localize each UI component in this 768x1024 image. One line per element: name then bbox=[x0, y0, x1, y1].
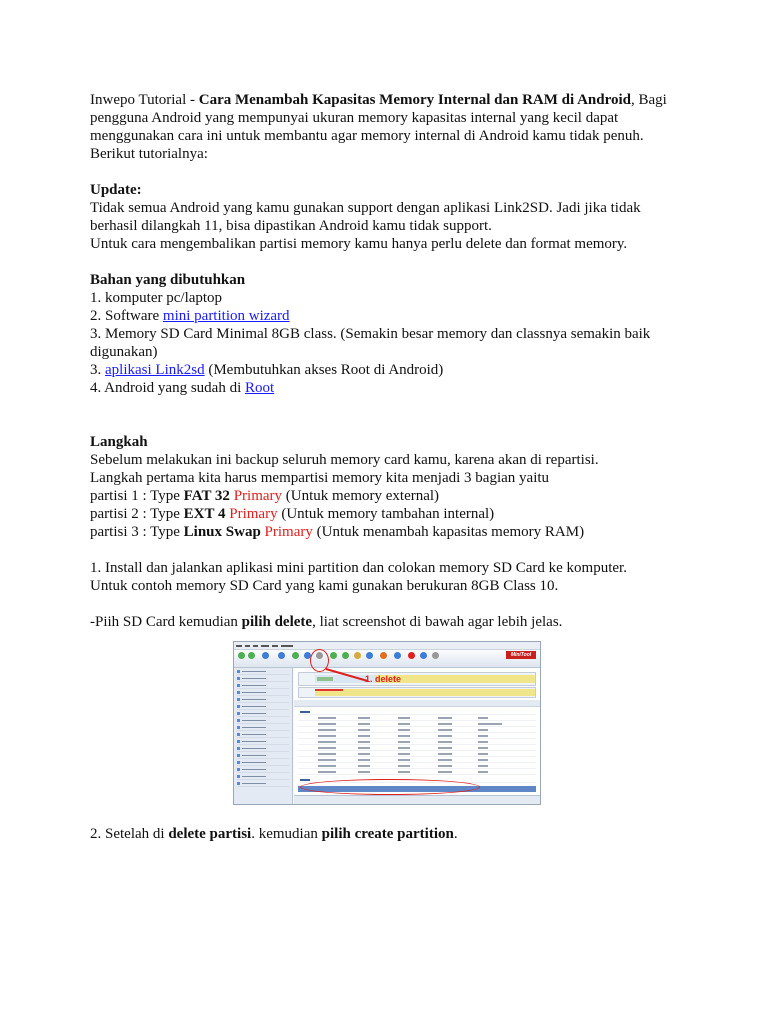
partition-note: (Untuk memory tambahan internal) bbox=[277, 506, 495, 522]
app-sidebar bbox=[234, 668, 293, 804]
langkah-line-2: Langkah pertama kita harus mempartisi memory kita menjadi 3 bagian yaitu bbox=[90, 470, 550, 486]
app-menubar bbox=[234, 642, 540, 650]
partition-label: partisi 3 : Type bbox=[90, 524, 184, 540]
bahan-item-2 bbox=[90, 307, 690, 325]
document-body bbox=[90, 91, 690, 631]
step-select-line bbox=[90, 613, 690, 631]
step2-suffix: . bbox=[453, 826, 458, 842]
delete-annotation: 1. delete bbox=[365, 674, 402, 684]
partition-table-header bbox=[294, 700, 540, 707]
langkah-line-1: Sebelum melakukan ini backup seluruh memory card kamu, karena akan di repartisi. bbox=[90, 452, 599, 468]
update-heading bbox=[90, 181, 690, 199]
bahan-item-4 bbox=[90, 361, 690, 379]
step2-mid: . kemudian bbox=[251, 826, 322, 842]
disk-map-1 bbox=[298, 672, 536, 686]
partition-line-1 bbox=[90, 487, 690, 505]
intro-text: , Bagi pengguna Android yang mempunyai ukuran memory kapasitas internal yang kecil dapat menggunakan cara ini untuk membantu agar memory internal di Android kamu tidak penuh. Berikut tutorialnya: bbox=[90, 92, 667, 162]
update-heading-text: Update: bbox=[90, 182, 142, 198]
bahan-item-5-prefix: 4. Android yang sudah di bbox=[90, 380, 245, 396]
disk-map-2 bbox=[298, 687, 536, 698]
intro-paragraph bbox=[90, 91, 690, 163]
bahan-item-3: 3. Memory SD Card Minimal 8GB class. (Semakin besar memory dan classnya semakin baik digunakan) bbox=[90, 326, 651, 360]
langkah-heading bbox=[90, 433, 690, 451]
update-line-2: Untuk cara mengembalikan partisi memory kamu hanya perlu delete dan format memory. bbox=[90, 236, 628, 252]
partition-type: FAT 32 bbox=[183, 488, 230, 504]
bahan-item-4-suffix: (Membutuhkan akses Root di Android) bbox=[204, 362, 444, 378]
bahan-item-5 bbox=[90, 379, 690, 397]
step1-line-1: 1. Install dan jalankan aplikasi mini partition dan colokan memory SD Card ke komputer. bbox=[90, 560, 627, 576]
app-statusbar bbox=[294, 795, 540, 804]
sd-card-highlight-ellipse bbox=[300, 779, 480, 795]
partition-note: (Untuk memory external) bbox=[282, 488, 440, 504]
step2-line bbox=[90, 825, 690, 843]
step2-prefix: 2. Setelah di bbox=[90, 826, 169, 842]
mini-partition-wizard-link[interactable]: mini partition wizard bbox=[162, 308, 290, 324]
bahan-heading-text: Bahan yang dibutuhkan bbox=[90, 272, 246, 288]
intro-prefix: Inwepo Tutorial - bbox=[90, 92, 199, 108]
langkah-heading-text: Langkah bbox=[90, 434, 148, 450]
partition-type: Linux Swap bbox=[183, 524, 261, 540]
update-line-1: Tidak semua Android yang kamu gunakan support dengan aplikasi Link2SD. Jadi jika tidak berhasil dilangkah 11, bisa dipastikan Android kamu tidak support. bbox=[90, 200, 641, 234]
step-select-suffix: , liat screenshot di bawah agar lebih jelas. bbox=[312, 614, 563, 630]
step-select-bold: pilih delete bbox=[241, 614, 313, 630]
partition-label: partisi 2 : Type bbox=[90, 506, 184, 522]
partition-kind: Primary bbox=[233, 488, 283, 504]
root-link[interactable]: Root bbox=[245, 380, 275, 396]
app-toolbar bbox=[234, 650, 540, 668]
bahan-heading bbox=[90, 271, 690, 289]
step1-line-2: Untuk contoh memory SD Card yang kami gunakan berukuran 8GB Class 10. bbox=[90, 578, 559, 594]
step-select-prefix: -Piih SD Card kemudian bbox=[90, 614, 242, 630]
bahan-item-2-prefix: 2. Software bbox=[90, 308, 163, 324]
step2-bold-2: pilih create partition bbox=[321, 826, 454, 842]
partition-line-3 bbox=[90, 523, 690, 541]
partition-line-2 bbox=[90, 505, 690, 523]
partition-note: (Untuk menambah kapasitas memory RAM) bbox=[312, 524, 585, 540]
partition-kind: Primary bbox=[264, 524, 313, 540]
link2sd-link[interactable]: aplikasi Link2sd bbox=[105, 362, 205, 378]
step2-bold-1: delete partisi bbox=[168, 826, 252, 842]
partition-label: partisi 1 : Type bbox=[90, 488, 184, 504]
minitool-logo: MiniTool bbox=[506, 651, 536, 659]
bahan-item-4-prefix: 3. bbox=[90, 362, 105, 378]
minitool-screenshot bbox=[233, 641, 541, 805]
partition-type: EXT 4 bbox=[183, 506, 226, 522]
article-title: Cara Menambah Kapasitas Memory Internal dan RAM di Android bbox=[198, 92, 631, 108]
partition-kind: Primary bbox=[229, 506, 278, 522]
bahan-item-1: 1. komputer pc/laptop bbox=[90, 290, 223, 306]
